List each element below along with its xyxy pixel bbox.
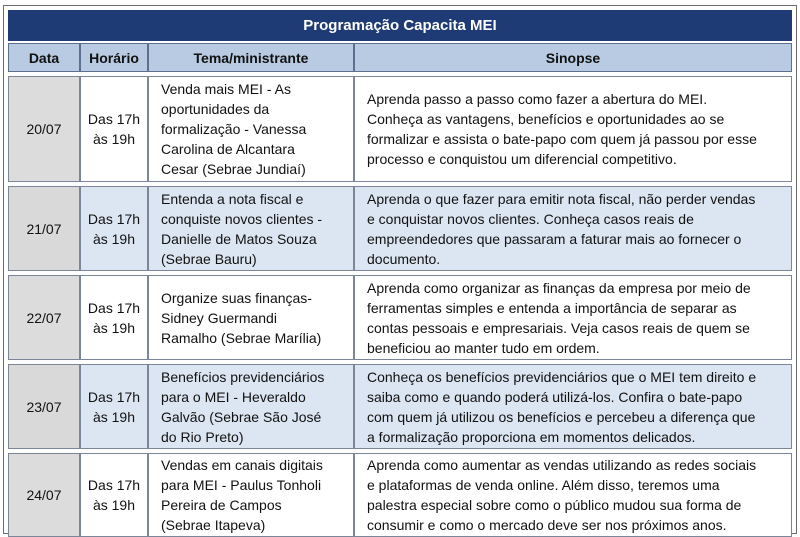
header-theme: Tema/ministrante xyxy=(148,43,354,72)
row-time xyxy=(80,275,148,360)
row-time-text: Das 17h às 19h xyxy=(87,111,141,147)
table-row xyxy=(8,364,792,449)
row-synopsis xyxy=(354,364,792,449)
row-time-text: Das 17h às 19h xyxy=(87,210,141,247)
row-theme xyxy=(148,275,354,360)
row-theme-text: Entenda a nota fiscal e conquiste novos clientes - Danielle de Matos Souza (Sebrae Bauru) xyxy=(161,190,323,267)
table-row xyxy=(8,453,792,537)
table-title: Programação Capacita MEI xyxy=(8,10,792,41)
table-row xyxy=(8,76,792,182)
row-theme-text: Vendas em canais digitais para MEI - Paulus Tonholi Pereira de Campos (Sebrae Itapeva) xyxy=(161,457,323,533)
row-theme xyxy=(148,76,354,182)
row-time xyxy=(80,186,148,271)
row-date: 23/07 xyxy=(8,364,80,449)
header-date: Data xyxy=(8,43,80,72)
row-theme-text: Benefícios previdenciários para o MEI - Heveraldo Galvão (Sebrae São José do Rio Preto) xyxy=(161,368,325,445)
row-time xyxy=(80,453,148,537)
row-time xyxy=(80,76,148,182)
row-synopsis-text: Aprenda como organizar as finanças da empresa por meio de ferramentas simples e entenda a importância de separar as contas pessoais e empresariais. Veja casos reais de quem se beneficiou ao manter tudo em ordem. xyxy=(367,279,751,356)
row-synopsis xyxy=(354,275,792,360)
row-synopsis-text: Conheça os benefícios previdenciários que o MEI tem direito e saiba como e quando poderá utilizá-los. Confira o bate-papo com quem já utilizou os benefícios e percebeu a diferença que a formalização proporciona em momentos delicados. xyxy=(367,368,757,445)
row-date: 22/07 xyxy=(8,275,80,360)
row-synopsis xyxy=(354,453,792,537)
document-frame xyxy=(3,5,797,534)
table-row xyxy=(8,186,792,271)
row-synopsis-text: Aprenda como aumentar as vendas utilizando as redes sociais e plataformas de venda online. Além disso, teremos uma palestra especial sobre como o público mudou sua forma de consumir e como o mercado deve ser nos próximos anos. xyxy=(367,457,757,533)
schedule-table xyxy=(8,43,792,537)
row-synopsis-text: Aprenda o que fazer para emitir nota fiscal, não perder vendas e conquistar novos clientes. Conheça casos reais de empreendedores que passaram a faturar mais ao fornecer o documento. xyxy=(367,190,756,267)
header-time: Horário xyxy=(80,43,148,72)
row-theme-text: Organize suas finanças- Sidney Guermandi Ramalho (Sebrae Marília) xyxy=(161,289,322,346)
row-theme xyxy=(148,453,354,537)
row-time-text: Das 17h às 19h xyxy=(87,477,141,513)
row-time xyxy=(80,364,148,449)
row-time-text: Das 17h às 19h xyxy=(87,299,141,336)
row-date: 21/07 xyxy=(8,186,80,271)
row-time-text: Das 17h às 19h xyxy=(87,388,141,425)
header-row xyxy=(8,43,792,72)
row-theme xyxy=(148,364,354,449)
row-theme xyxy=(148,186,354,271)
row-theme-text: Venda mais MEI - As oportunidades da formalização - Vanessa Carolina de Alcantara Cesar (Sebrae Jundiaí) xyxy=(161,81,307,177)
row-date: 24/07 xyxy=(8,453,80,537)
row-synopsis xyxy=(354,76,792,182)
row-synopsis xyxy=(354,186,792,271)
row-date: 20/07 xyxy=(8,76,80,182)
header-synopsis: Sinopse xyxy=(354,43,792,72)
table-row xyxy=(8,275,792,360)
row-synopsis-text: Aprenda passo a passo como fazer a abertura do MEI. Conheça as vantagens, benefícios e oportunidades ao se formalizar e assista o bate-papo com quem já passou por esse processo e conquistou um diferencial competitivo. xyxy=(367,91,757,167)
